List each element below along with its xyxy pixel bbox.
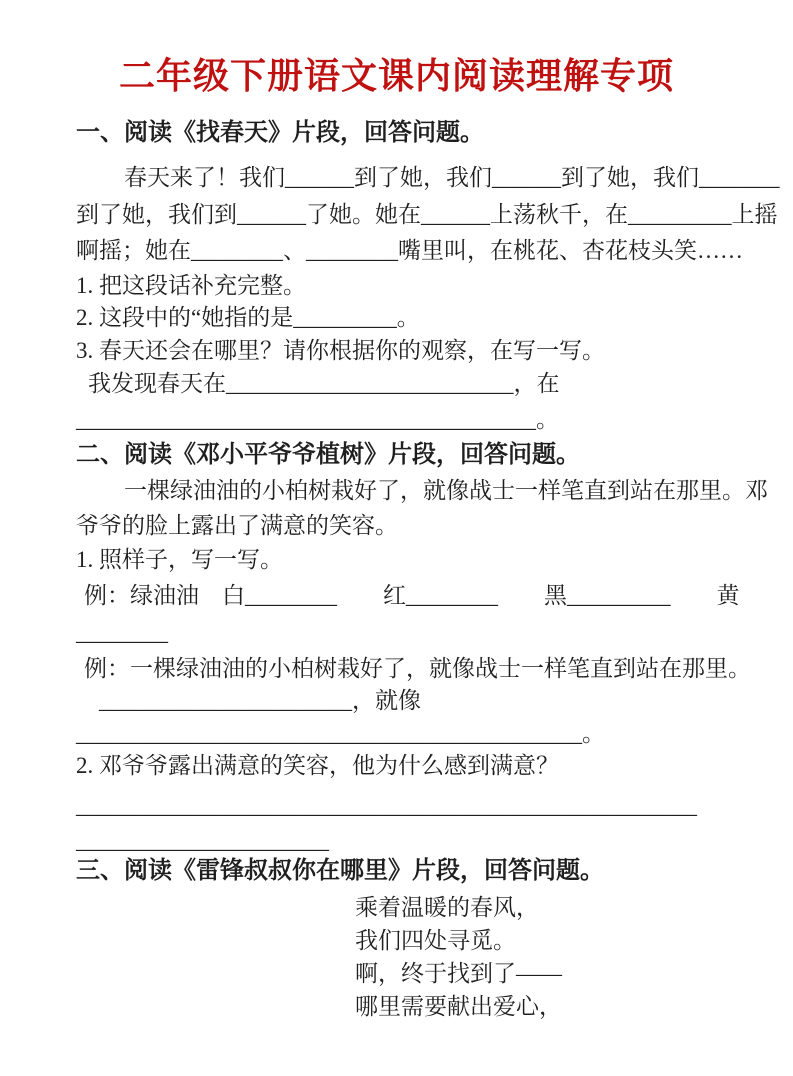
section-2-question-2: 2. 邓爷爷露出满意的笑容，他为什么感到满意？ [76, 753, 559, 778]
section-1-passage-line-2: 到了她，我们到______了她。她在______上荡秋千，在_________上摇 [76, 202, 778, 227]
section-1-passage-line-3: 啊摇；她在________、________嘴里叫，在桃花、杏花枝头笑…… [76, 238, 743, 263]
worksheet-title: 二年级下册语文课内阅读理解专项 [118, 55, 674, 96]
section-2-question-1: 1. 照样子，写一写。 [76, 547, 283, 572]
section-2-answer-blank-line-1: ______________________，就像 [99, 688, 421, 713]
section-2-heading: 二、阅读《邓小平爷爷植树》片段，回答问题。 [76, 442, 580, 468]
section-3-heading: 三、阅读《雷锋叔叔你在哪里》片段，回答问题。 [76, 858, 604, 884]
section-1-question-1: 1. 把这段话补充完整。 [76, 273, 306, 298]
section-1-question-2: 2. 这段中的“她指的是_________。 [76, 305, 420, 330]
section-1-answer-blank-line-2: ________________________________________。 [76, 407, 559, 432]
section-1-answer-blank-line-1: 我发现春天在_________________________，在 [88, 371, 560, 396]
section-2-answer-blank-line-4: ______________________ [76, 828, 329, 853]
section-2-passage-line-2: 爷爷的脸上露出了满意的笑容。 [76, 513, 398, 538]
section-2-example-continuation-blank: ________ [76, 620, 168, 645]
section-1-passage-line-1: 春天来了！我们______到了她，我们______到了她，我们_______ [124, 165, 780, 190]
section-2-answer-blank-line-3: ______________________________________________________ [76, 793, 697, 818]
section-1-question-3: 3. 春天还会在哪里？请你根据你的观察，在写一写。 [76, 338, 605, 363]
section-3-poem-line-2: 我们四处寻觅。 [355, 928, 516, 953]
section-3-poem-line-1: 乘着温暖的春风， [355, 895, 539, 920]
section-3-poem-line-4: 哪里需要献出爱心， [355, 994, 562, 1019]
section-1-heading: 一、阅读《找春天》片段，回答问题。 [76, 120, 484, 146]
section-2-answer-blank-line-2: ____________________________________________。 [76, 721, 605, 746]
section-2-example-line-1: 例：绿油油 白________ 红________ 黑_________ 黄 [84, 583, 740, 608]
section-2-passage-line-1: 一棵绿油油的小柏树栽好了，就像战士一样笔直到站在那里。邓 [124, 478, 768, 503]
section-3-poem-line-3: 啊，终于找到了—— [355, 961, 562, 986]
section-2-example-line-2: 例：一棵绿油油的小柏树栽好了，就像战士一样笔直到站在那里。 [84, 656, 751, 681]
